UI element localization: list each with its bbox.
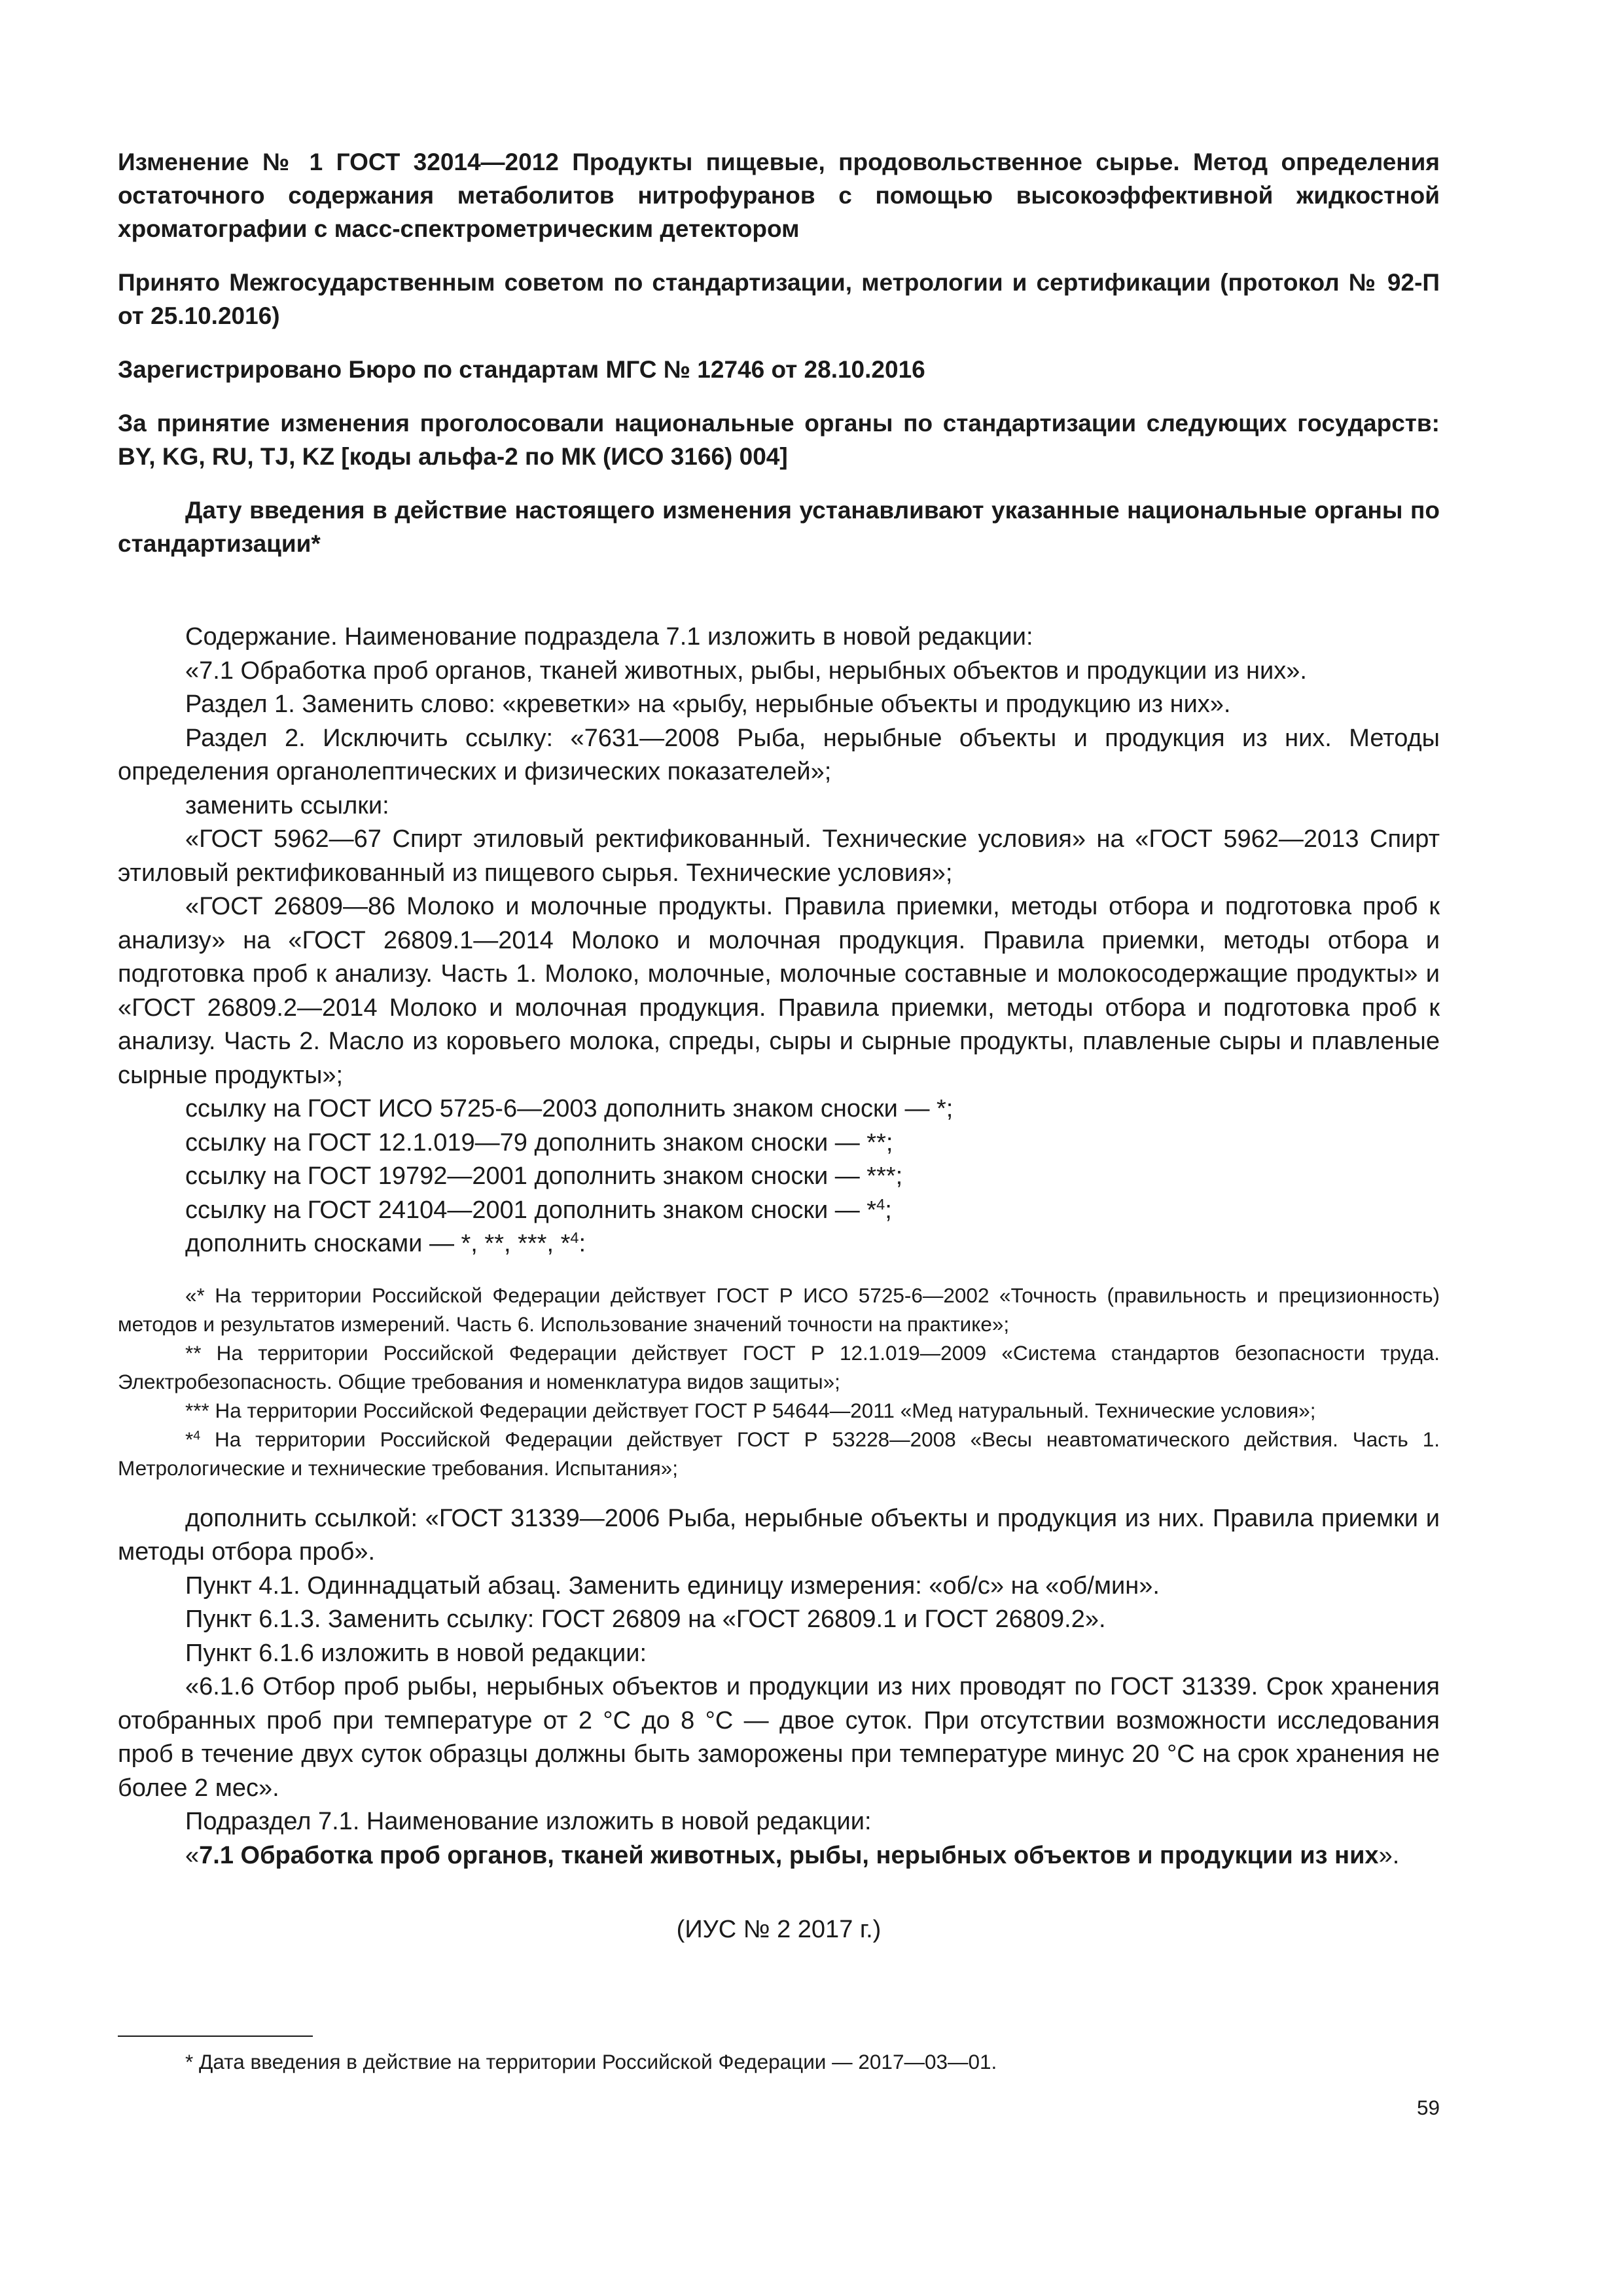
paragraph: Подраздел 7.1. Наименование изложить в новой редакции: — [185, 1808, 872, 1835]
paragraph: Пункт 6.1.3. Заменить ссылку: ГОСТ 26809 на «ГОСТ 26809.1 и ГОСТ 26809.2». — [185, 1605, 1106, 1633]
paragraph: ссылку на ГОСТ 12.1.019—79 дополнить знаком сноски — **; — [185, 1128, 893, 1157]
footnote-divider — [118, 2036, 313, 2037]
quote-open: « — [185, 1841, 200, 1869]
paragraph: Пункт 4.1. Одиннадцатый абзац. Заменить единицу измерения: «об/с» на «об/мин». — [185, 1571, 1160, 1600]
paragraph-text: дополнить сносками — *, **, ***, * — [185, 1230, 571, 1257]
paragraph: Раздел 1. Заменить слово: «креветки» на «рыбу, нерыбные объекты и продукцию из них». — [185, 691, 1231, 718]
paragraph: Раздел 2. Исключить ссылку: «7631—2008 Рыба, нерыбные объекты и продукция из них. Методы определения органолептических и физических показателей»; — [118, 724, 1440, 785]
paragraph: Пункт 6.1.6 изложить в новой редакции: — [185, 1639, 647, 1667]
new-subsection-title: 7.1 Обработка проб органов, тканей животных, рыбы, нерыбных объектов и продукции из них — [199, 1841, 1379, 1869]
footnote-sup: 4 — [193, 1427, 201, 1443]
paragraph: дополнить ссылкой: «ГОСТ 31339—2006 Рыба, нерыбные объекты и продукция из них. Правила приемки и методы отбора проб». — [118, 1504, 1440, 1566]
footnote-sup: 4 — [876, 1195, 885, 1213]
registration-info: Зарегистрировано Бюро по стандартам МГС № 12746 от 28.10.2016 — [118, 356, 925, 383]
footnote-4 — [118, 1425, 1440, 1482]
footnote-sup: 4 — [570, 1229, 579, 1247]
footnote-mark: * — [185, 1427, 194, 1451]
paragraph-text: ссылку на ГОСТ 24104—2001 дополнить знаком сноски — * — [185, 1196, 877, 1224]
page-content — [118, 145, 1440, 1971]
paragraph: ссылку на ГОСТ ИСО 5725-6—2003 дополнить знаком сноски — *; — [185, 1095, 954, 1122]
inserted-footnotes — [118, 1281, 1440, 1482]
adopted-by: Принято Межгосударственным советом по стандартизации, метрологии и сертификации (протокол № 92-П от 25.10.2016) — [118, 269, 1440, 329]
paragraph: Содержание. Наименование подраздела 7.1 изложить в новой редакции: — [185, 623, 1033, 651]
paragraph: «ГОСТ 5962—67 Спирт этиловый ректификованный. Технические условия» на «ГОСТ 5962—2013 Спирт этиловый ректификованный из пищевого сырья. Технические условия»; — [118, 825, 1440, 887]
page-footnote: * Дата введения в действие на территории Российской Федерации — 2017—03—01. — [185, 2050, 997, 2073]
ius-reference: (ИУС № 2 2017 г.) — [676, 1916, 882, 1943]
quote-close: ». — [1378, 1841, 1400, 1869]
paragraph — [118, 1839, 1440, 1873]
paragraph-end: : — [579, 1230, 586, 1257]
paragraph — [118, 1227, 1440, 1261]
footnote-text: На территории Российской Федерации действует ГОСТ Р 53228—2008 «Весы неавтоматического действия. Часть 1. Метрологические и технические требования. Испытания»; — [118, 1427, 1440, 1480]
paragraph: «6.1.6 Отбор проб рыбы, нерыбных объектов и продукции из них проводят по ГОСТ 31339. Срок хранения отобранных проб при температуре от 2 °С до 8 °С — двое суток. При отсутствии возможности исследования проб в течение двух суток образцы должны быть заморожены при температуре минус 20 °С на срок хранения не более 2 мес». — [118, 1673, 1440, 1802]
footnote-1: «* На территории Российской Федерации действует ГОСТ Р ИСО 5725-6—2002 «Точность (правильность и прецизионность) методов и результатов измерений. Часть 6. Использование значений точности на практике»; — [118, 1283, 1440, 1336]
paragraph: «7.1 Обработка проб органов, тканей животных, рыбы, нерыбных объектов и продукции из них». — [185, 656, 1307, 685]
amendment-body — [118, 620, 1440, 1946]
page-number: 59 — [1416, 2096, 1440, 2119]
amendment-title: Изменение № 1 ГОСТ 32014—2012 Продукты пищевые, продовольственное сырье. Метод определения остаточного содержания метаболитов нитрофуранов с помощью высокоэффективной жидкостной хроматографии с масс-спектрометрическим детектором — [118, 149, 1440, 242]
paragraph: заменить ссылки: — [185, 791, 389, 819]
paragraph-end: ; — [885, 1196, 892, 1224]
paragraph — [118, 1194, 1440, 1228]
footnote-2: ** На территории Российской Федерации действует ГОСТ Р 12.1.019—2009 «Система стандартов безопасности труда. Электробезопасность. Общие требования и номенклатура видов защиты»; — [118, 1340, 1440, 1393]
paragraph: «ГОСТ 26809—86 Молоко и молочные продукты. Правила приемки, методы отбора и подготовка проб к анализу» на «ГОСТ 26809.1—2014 Молоко и молочная продукция. Правила приемки, методы отбора и подготовка проб к анализу. Часть 1. Молоко, молочные, молочные составные и молокосодержащие продукты» и «ГОСТ 26809.2—2014 Молоко и молочная продукция. Правила приемки, методы отбора и подготовка проб к анализу. Часть 2. Масло из коровьего молока, спреды, сыры и сырные продукты, плавленые сыры и плавленые сырные продукты»; — [118, 893, 1440, 1089]
paragraph: ссылку на ГОСТ 19792—2001 дополнить знаком сноски — ***; — [185, 1162, 903, 1190]
voting-states: За принятие изменения проголосовали национальные органы по стандартизации следующих государств: BY, KG, RU, TJ, KZ [коды альфа-2 по МК (ИСО 3166) 004] — [118, 410, 1440, 470]
effective-date-note: Дату введения в действие настоящего изменения устанавливают указанные национальные органы по стандартизации* — [118, 497, 1440, 557]
footnote-3: *** На территории Российской Федерации действует ГОСТ Р 54644—2011 «Мед натуральный. Технические условия»; — [185, 1398, 1316, 1422]
